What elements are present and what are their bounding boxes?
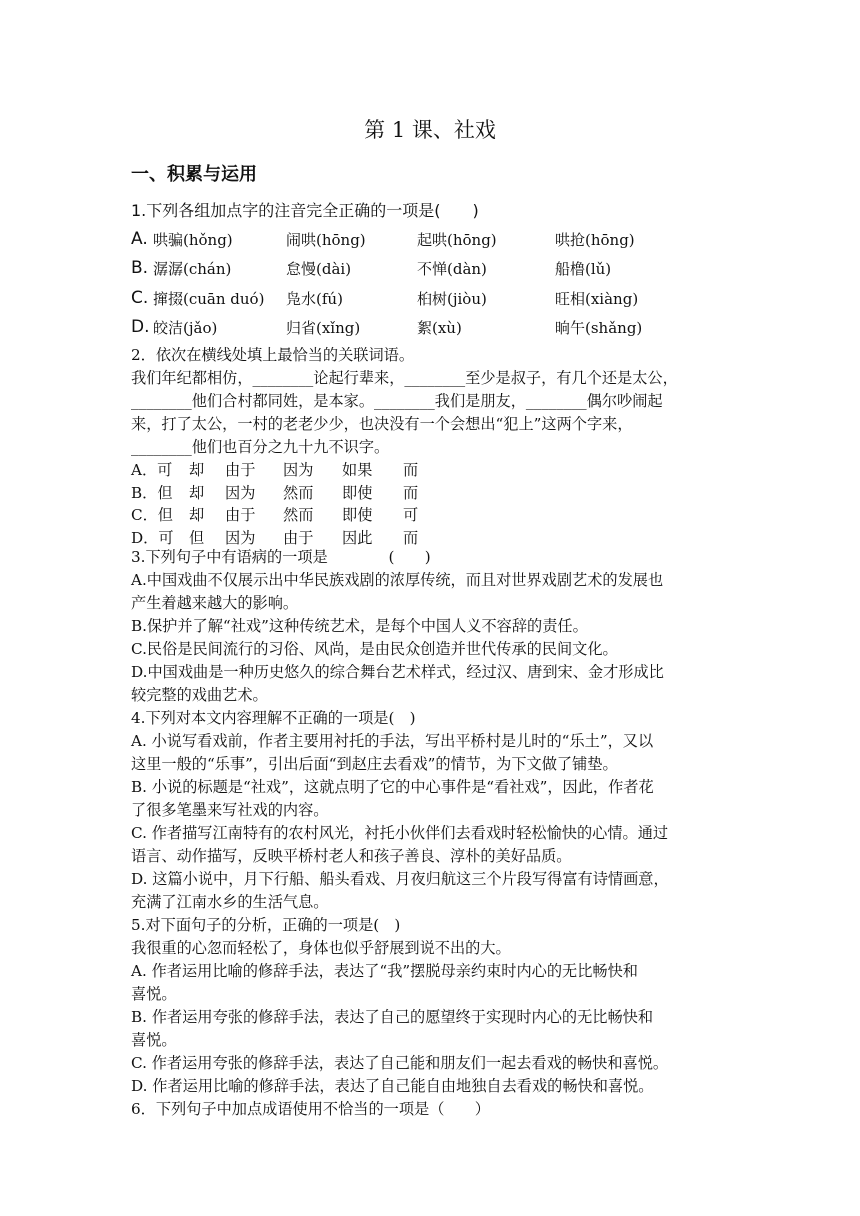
option-word: 即使 [342, 483, 373, 502]
text-line: C. 作者描写江南特有的农村风光，衬托小伙伴们去看戏时轻松愉快的心情。通过 [131, 824, 669, 842]
option-word: 而 [403, 528, 419, 547]
text-line: A. 作者运用比喻的修辞手法，表达了“我”摆脱母亲约束时内心的无比畅快和 [131, 962, 638, 980]
passage-line: ________他们也百分之九十九不识字。 [131, 438, 390, 456]
question-2-stem: 2．依次在横线处填上最恰当的关联词语。 [131, 346, 415, 364]
passage-line: 来，打了太公，一村的老老少少，也决没有一个会想出“犯上”这两个字来， [131, 415, 633, 433]
questions-3-to-6 [131, 546, 731, 1121]
text-line: 喜悦。 [131, 1031, 177, 1049]
option-word: 由于 [225, 506, 256, 524]
text-line: 5.对下面句子的分析，正确的一项是( ) [131, 916, 401, 934]
option-item: 哄抢(hōng) [555, 231, 635, 249]
text-line: 较完整的戏曲艺术。 [131, 686, 268, 704]
option-word: D．可 [131, 528, 174, 547]
option-word: 却 [189, 461, 205, 479]
option-word: 由于 [283, 528, 314, 547]
section-heading: 一、积累与运用 [131, 164, 257, 185]
option-word: 却 [189, 506, 205, 524]
option-item: 撺掇(cuān duó) [153, 290, 265, 308]
option-item: 闹哄(hōng) [286, 231, 366, 249]
passage-line: ________他们合村都同姓，是本家。________我们是朋友，________偶尔吵闹起 [131, 392, 663, 410]
option-word: 由于 [225, 461, 256, 479]
option-word: C．但 [131, 506, 173, 524]
option-item: 起哄(hōng) [417, 231, 497, 249]
option-word: 即使 [342, 506, 373, 524]
option-item: 桕树(jiòu) [417, 290, 487, 308]
option-letter: A. [131, 229, 148, 249]
text-line: D.中国戏曲是一种历史悠久的综合舞台艺术样式，经过汉、唐到宋、金才形成比 [131, 663, 664, 681]
option-word: 因为 [225, 483, 256, 502]
option-item: 不惮(dàn) [417, 260, 487, 278]
option-word: 可 [403, 506, 419, 524]
option-word: 因为 [225, 528, 256, 547]
option-word: 如果 [342, 461, 373, 479]
text-line: C. 作者运用夸张的修辞手法，表达了自己能和朋友们一起去看戏的畅快和喜悦。 [131, 1054, 669, 1072]
option-word: 因此 [342, 528, 373, 547]
passage-line: 我们年纪都相仿，________论起行辈来，________至少是叔子，有几个还是太公， [131, 369, 678, 387]
option-item: 皎洁(jǎo) [153, 319, 218, 337]
option-word: A．可 [131, 461, 173, 479]
option-item: 归省(xǐng) [286, 319, 361, 337]
option-word: 而 [403, 483, 419, 502]
option-letter: D. [131, 317, 150, 337]
option-item: 晌午(shǎng) [555, 319, 643, 337]
option-item: 哄骗(hǒng) [153, 231, 233, 249]
option-word: 但 [189, 528, 205, 547]
text-line: A. 小说写看戏前，作者主要用衬托的手法，写出平桥村是儿时的“乐土”，又以 [131, 732, 654, 750]
option-word: 却 [189, 483, 205, 502]
text-line: 了很多笔墨来写社戏的内容。 [131, 801, 329, 819]
text-line: 我很重的心忽而轻松了，身体也似乎舒展到说不出的大。 [131, 939, 511, 957]
page-title: 第 1 课、社戏 [364, 118, 496, 142]
text-line: A.中国戏曲不仅展示出中华民族戏剧的浓厚传统，而且对世界戏剧艺术的发展也 [131, 571, 664, 589]
text-line: 充满了江南水乡的生活气息。 [131, 893, 329, 911]
text-line: 喜悦。 [131, 985, 177, 1003]
option-letter: C. [131, 288, 149, 308]
text-line: B.保护并了解“社戏”这种传统艺术，是每个中国人义不容辞的责任。 [131, 617, 588, 635]
text-line: 产生着越来越大的影响。 [131, 594, 299, 612]
option-word: 然而 [283, 506, 314, 524]
option-item: 凫水(fú) [286, 290, 343, 308]
q2-option-c [131, 504, 731, 527]
text-line: 4.下列对本文内容理解不正确的一项是( ) [131, 709, 416, 727]
option-item: 絮(xù) [417, 319, 462, 337]
text-line: B. 作者运用夸张的修辞手法，表达了自己的愿望终于实现时内心的无比畅快和 [131, 1008, 654, 1026]
option-item: 怠慢(dài) [286, 260, 352, 278]
text-line: 这里一般的“乐事”，引出后面“到赵庄去看戏”的情节，为下文做了铺垫。 [131, 755, 618, 773]
text-line: B. 小说的标题是“社戏”，这就点明了它的中心事件是“看社戏”，因此，作者花 [131, 778, 654, 796]
option-item: 船橹(lǔ) [555, 260, 612, 278]
question-1-stem: 1.下列各组加点字的注音完全正确的一项是( ) [131, 201, 479, 220]
option-letter: B. [131, 258, 149, 278]
option-item: 潺潺(chán) [153, 260, 232, 278]
text-line: 语言、动作描写，反映平桥村老人和孩子善良、淳朴的美好品质。 [131, 847, 572, 865]
text-line: D. 作者运用比喻的修辞手法，表达了自己能自由地独自去看戏的畅快和喜悦。 [131, 1077, 654, 1095]
text-line: C.民俗是民间流行的习俗、风尚，是由民众创造并世代传承的民间文化。 [131, 640, 618, 658]
question-2 [131, 344, 731, 549]
q2-option-a [131, 459, 731, 482]
option-word: 因为 [283, 461, 314, 479]
option-word: 而 [403, 461, 419, 479]
q2-option-b [131, 482, 731, 505]
option-word: B．但 [131, 483, 173, 502]
text-line: 6．下列句子中加点成语使用不恰当的一项是（ ） [131, 1100, 490, 1118]
option-word: 然而 [283, 483, 314, 502]
option-item: 旺相(xiàng) [555, 290, 639, 308]
text-line: 3.下列句子中有语病的一项是 ( ) [131, 548, 431, 566]
text-line: D. 这篇小说中，月下行船、船头看戏、月夜归航这三个片段写得富有诗情画意， [131, 870, 669, 888]
